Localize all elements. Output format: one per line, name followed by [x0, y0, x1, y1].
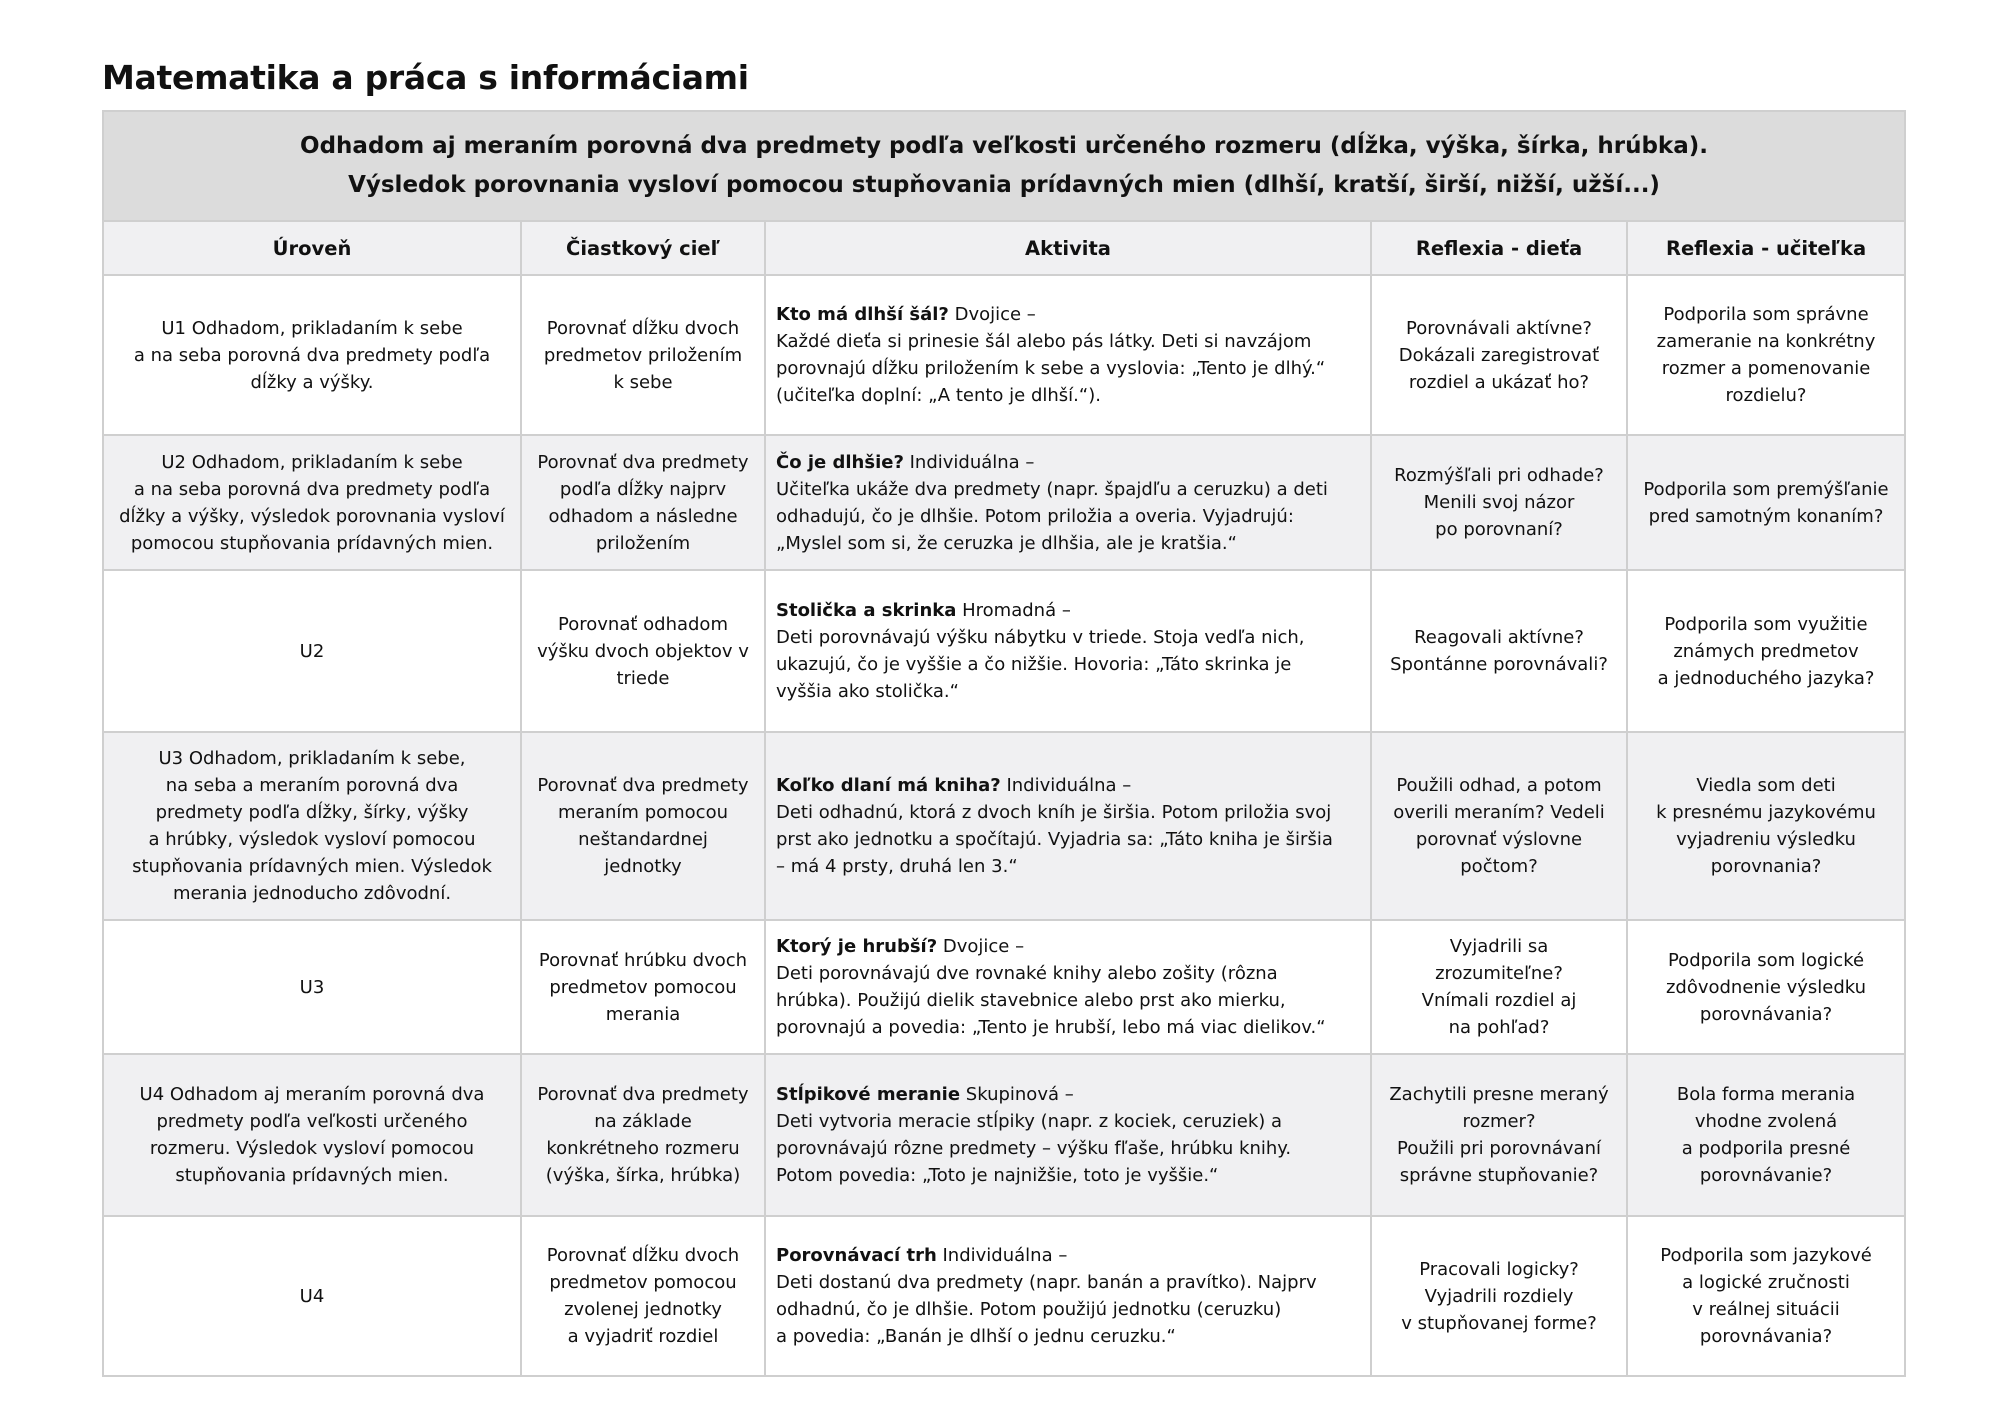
level-cell: U1 Odhadom, prikladaním k sebe a na seba porovná dva predmety podľa dĺžky a výšky. [103, 275, 521, 435]
activity-cell [765, 435, 1371, 570]
level-cell: U3 [103, 920, 521, 1054]
activity-cell [765, 1216, 1371, 1376]
goal-cell: Porovnať dva predmety meraním pomocou neštandardnej jednotky [521, 732, 765, 920]
goal-cell: Porovnať dĺžku dvoch predmetov priložením k sebe [521, 275, 765, 435]
table-row [103, 570, 1905, 732]
activity-type: Dvojice – [948, 304, 1036, 325]
activity-cell [765, 920, 1371, 1054]
table-row [103, 435, 1905, 570]
reflection-teacher-cell: Bola forma merania vhodne zvolená a podporila presné porovnávanie? [1627, 1054, 1905, 1216]
level-cell: U2 Odhadom, prikladaním k sebe a na seba porovná dva predmety podľa dĺžky a výšky, výsledok porovnania vysloví pomocou stupňovania prídavných mien. [103, 435, 521, 570]
activity-cell [765, 275, 1371, 435]
activity-title: Ktorý je hrubší? [776, 936, 938, 957]
activity-title: Stĺpikové meranie [776, 1084, 961, 1105]
activity-title: Čo je dlhšie? [776, 451, 904, 473]
activity-cell [765, 732, 1371, 920]
reflection-teacher-cell: Podporila som správne zameranie na konkrétny rozmer a pomenovanie rozdielu? [1627, 275, 1905, 435]
column-header-reflection-child: Reflexia - dieťa [1371, 221, 1627, 275]
goal-cell: Porovnať dva predmety na základe konkrétneho rozmeru (výška, šírka, hrúbka) [521, 1054, 765, 1216]
banner-row [103, 111, 1905, 221]
activity-type: Individuálna – [903, 451, 1035, 473]
activity-cell [765, 570, 1371, 732]
table-row [103, 732, 1905, 920]
activity-description: Každé dieťa si prinesie šál alebo pás látky. Deti si navzájom porovnajú dĺžku priložením k sebe a vyslovia: „Tento je dlhý.“ (učiteľka doplní: „A tento je dlhší.“). [776, 331, 1326, 406]
reflection-teacher-cell: Podporila som využitie známych predmetov a jednoduchého jazyka? [1627, 570, 1905, 732]
table-row [103, 275, 1905, 435]
goal-cell: Porovnať dva predmety podľa dĺžky najprv odhadom a následne priložením [521, 435, 765, 570]
activity-type: Hromadná – [956, 600, 1071, 621]
activity-type: Skupinová – [960, 1084, 1074, 1105]
activity-cell [765, 1054, 1371, 1216]
reflection-child-cell: Použili odhad, a potom overili meraním? Vedeli porovnať výslovne počtom? [1371, 732, 1627, 920]
reflection-child-cell: Pracovali logicky? Vyjadrili rozdiely v stupňovanej forme? [1371, 1216, 1627, 1376]
reflection-child-cell: Reagovali aktívne? Spontánne porovnávali? [1371, 570, 1627, 732]
activity-title: Porovnávací trh [776, 1245, 937, 1266]
activity-type: Individuálna – [1000, 775, 1132, 796]
column-header-goal: Čiastkový cieľ [521, 221, 765, 275]
column-header-reflection-teacher: Reflexia - učiteľka [1627, 221, 1905, 275]
activity-description: Deti odhadnú, ktorá z dvoch kníh je širšia. Potom priložia svoj prst ako jednotku a spočítajú. Vyjadria sa: „Táto kniha je širšia – má 4 prsty, druhá len 3.“ [776, 802, 1333, 877]
page-title: Matematika a práca s informáciami [102, 58, 749, 97]
level-cell: U4 Odhadom aj meraním porovná dva predmety podľa veľkosti určeného rozmeru. Výsledok vysloví pomocou stupňovania prídavných mien. [103, 1054, 521, 1216]
column-header-activity: Aktivita [765, 221, 1371, 275]
column-header-level: Úroveň [103, 221, 521, 275]
goal-cell: Porovnať hrúbku dvoch predmetov pomocou merania [521, 920, 765, 1054]
activity-description: Deti porovnávajú dve rovnaké knihy alebo zošity (rôzna hrúbka). Použijú dielik stavebnice alebo prst ako mierku, porovnajú a povedia: „Tento je hrubší, lebo má viac dielikov.“ [776, 963, 1326, 1038]
table-row [103, 1054, 1905, 1216]
standard-line-2: Výsledok porovnania vysloví pomocou stupňovania prídavných mien (dlhší, kratší, širší, nižší, užší...) [348, 172, 1660, 198]
reflection-teacher-cell: Viedla som deti k presnému jazykovému vyjadreniu výsledku porovnania? [1627, 732, 1905, 920]
goal-cell: Porovnať odhadom výšku dvoch objektov v triede [521, 570, 765, 732]
level-cell: U2 [103, 570, 521, 732]
activity-title: Koľko dlaní má kniha? [776, 775, 1001, 796]
standard-banner [103, 111, 1905, 221]
reflection-child-cell: Rozmýšľali pri odhade? Menili svoj názor po porovnaní? [1371, 435, 1627, 570]
activity-type: Individuálna – [936, 1245, 1068, 1266]
reflection-teacher-cell: Podporila som jazykové a logické zručnosti v reálnej situácii porovnávania? [1627, 1216, 1905, 1376]
competency-table [102, 110, 1906, 1377]
activity-description: Deti porovnávajú výšku nábytku v triede. Stoja vedľa nich, ukazujú, čo je vyššie a čo nižšie. Hovoria: „Táto skrinka je vyššia ako stolička.“ [776, 627, 1305, 702]
activity-description: Učiteľka ukáže dva predmety (napr. špajdľu a ceruzku) a deti odhadujú, čo je dlhšie. Potom priložia a overia. Vyjadrujú: „Myslel som si, že ceruzka je dlhšia, ale je kratšia.“ [776, 478, 1328, 554]
reflection-child-cell: Zachytili presne meraný rozmer? Použili pri porovnávaní správne stupňovanie? [1371, 1054, 1627, 1216]
reflection-teacher-cell: Podporila som logické zdôvodnenie výsledku porovnávania? [1627, 920, 1905, 1054]
level-cell: U3 Odhadom, prikladaním k sebe, na seba a meraním porovná dva predmety podľa dĺžky, šírky, výšky a hrúbky, výsledok vysloví pomocou stupňovania prídavných mien. Výsledok merania jednoducho zdôvodní. [103, 732, 521, 920]
activity-description: Deti dostanú dva predmety (napr. banán a pravítko). Najprv odhadnú, čo je dlhšie. Potom použijú jednotku (ceruzku) a povedia: „Banán je dlhší o jednu ceruzku.“ [776, 1272, 1317, 1347]
goal-cell: Porovnať dĺžku dvoch predmetov pomocou zvolenej jednotky a vyjadriť rozdiel [521, 1216, 765, 1376]
table-row [103, 920, 1905, 1054]
activity-title: Kto má dlhší šál? [776, 304, 949, 325]
table-row [103, 1216, 1905, 1376]
column-header-row [103, 221, 1905, 275]
reflection-child-cell: Vyjadrili sa zrozumiteľne? Vnímali rozdiel aj na pohľad? [1371, 920, 1627, 1054]
standard-line-1: Odhadom aj meraním porovná dva predmety podľa veľkosti určeného rozmeru (dĺžka, výška, šírka, hrúbka). [300, 133, 1708, 159]
reflection-child-cell: Porovnávali aktívne? Dokázali zaregistrovať rozdiel a ukázať ho? [1371, 275, 1627, 435]
activity-title: Stolička a skrinka [776, 600, 957, 621]
activity-description: Deti vytvoria meracie stĺpiky (napr. z kociek, ceruziek) a porovnávajú rôzne predmety – výšku fľaše, hrúbku knihy. Potom povedia: „Toto je najnižšie, toto je vyššie.“ [776, 1111, 1292, 1186]
reflection-teacher-cell: Podporila som premýšľanie pred samotným konaním? [1627, 435, 1905, 570]
activity-type: Dvojice – [937, 936, 1025, 957]
level-cell: U4 [103, 1216, 521, 1376]
